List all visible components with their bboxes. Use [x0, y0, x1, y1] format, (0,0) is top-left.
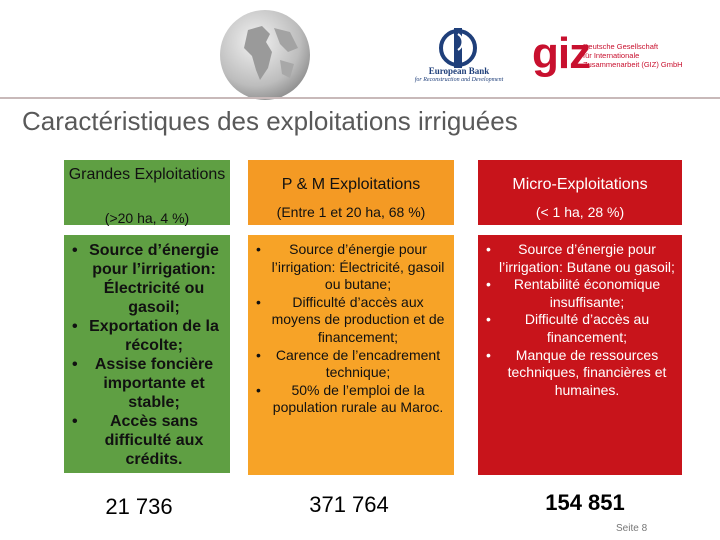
bullet-list — [72, 241, 224, 469]
column-header-micro — [478, 160, 682, 225]
bullet-item: • Difficulté d’accès au financement; — [486, 311, 676, 346]
column-body-pm — [248, 235, 454, 475]
column-header-pm — [248, 160, 454, 225]
giz-org-text — [583, 42, 693, 69]
column-subheading: (Entre 1 et 20 ha, 68 %) — [276, 204, 426, 220]
column-subheading: (< 1 ha, 28 %) — [535, 204, 625, 220]
page-number: Seite 8 — [616, 523, 648, 534]
bullet-item: • 50% de l’emploi de la population rurale au Maroc. — [256, 382, 448, 417]
bullet-item: • Difficulté d’accès aux moyens de production et de financement; — [256, 294, 448, 347]
column-subheading: (>20 ha, 4 %) — [104, 210, 190, 226]
bullet-list — [486, 241, 676, 399]
column-heading: Grandes Exploitations — [68, 166, 226, 183]
farm-count-pm: 371 764 — [309, 492, 389, 517]
globe-logo — [218, 8, 312, 102]
giz-text-line: Zusammenarbeit (GIZ) GmbH — [583, 60, 683, 69]
ebrd-logo-icon — [438, 26, 478, 70]
bullet-item: • Source d’énergie pour l’irrigation: Butane ou gasoil; — [486, 241, 676, 276]
column-heading: P & M Exploitations — [281, 176, 421, 193]
farm-count-grandes: 21 736 — [105, 494, 173, 519]
giz-text-line: für Internationale — [583, 51, 640, 60]
giz-text-line: Deutsche Gesellschaft — [583, 42, 659, 51]
ebrd-subtitle: for Reconstruction and Development — [414, 77, 504, 83]
bullet-item: • Rentabilité économique insuffisante; — [486, 276, 676, 311]
column-body-grandes — [64, 235, 230, 473]
bullet-item: • Source d’énergie pour l’irrigation: Électricité ou gasoil; — [72, 241, 224, 317]
column-heading: Micro-Exploitations — [512, 176, 648, 193]
header-divider — [0, 97, 720, 99]
bullet-item: • Assise foncière importante et stable; — [72, 355, 224, 412]
bullet-item: • Carence de l’encadrement technique; — [256, 347, 448, 382]
bullet-item: • Source d’énergie pour l’irrigation: Électricité, gasoil ou butane; — [256, 241, 448, 294]
bullet-list — [256, 241, 448, 417]
column-body-micro — [478, 235, 682, 475]
bullet-item: • Exportation de la récolte; — [72, 317, 224, 355]
ebrd-name: European Bank — [428, 66, 490, 76]
column-header-grandes — [64, 160, 230, 225]
bullet-item: • Manque de ressources techniques, financières et humaines. — [486, 347, 676, 400]
giz-logo: giz — [532, 29, 591, 78]
bullet-item: • Accès sans difficulté aux crédits. — [72, 412, 224, 469]
slide-title: Caractéristiques des exploitations irriguées — [22, 106, 518, 136]
farm-count-micro: 154 851 — [545, 490, 625, 515]
